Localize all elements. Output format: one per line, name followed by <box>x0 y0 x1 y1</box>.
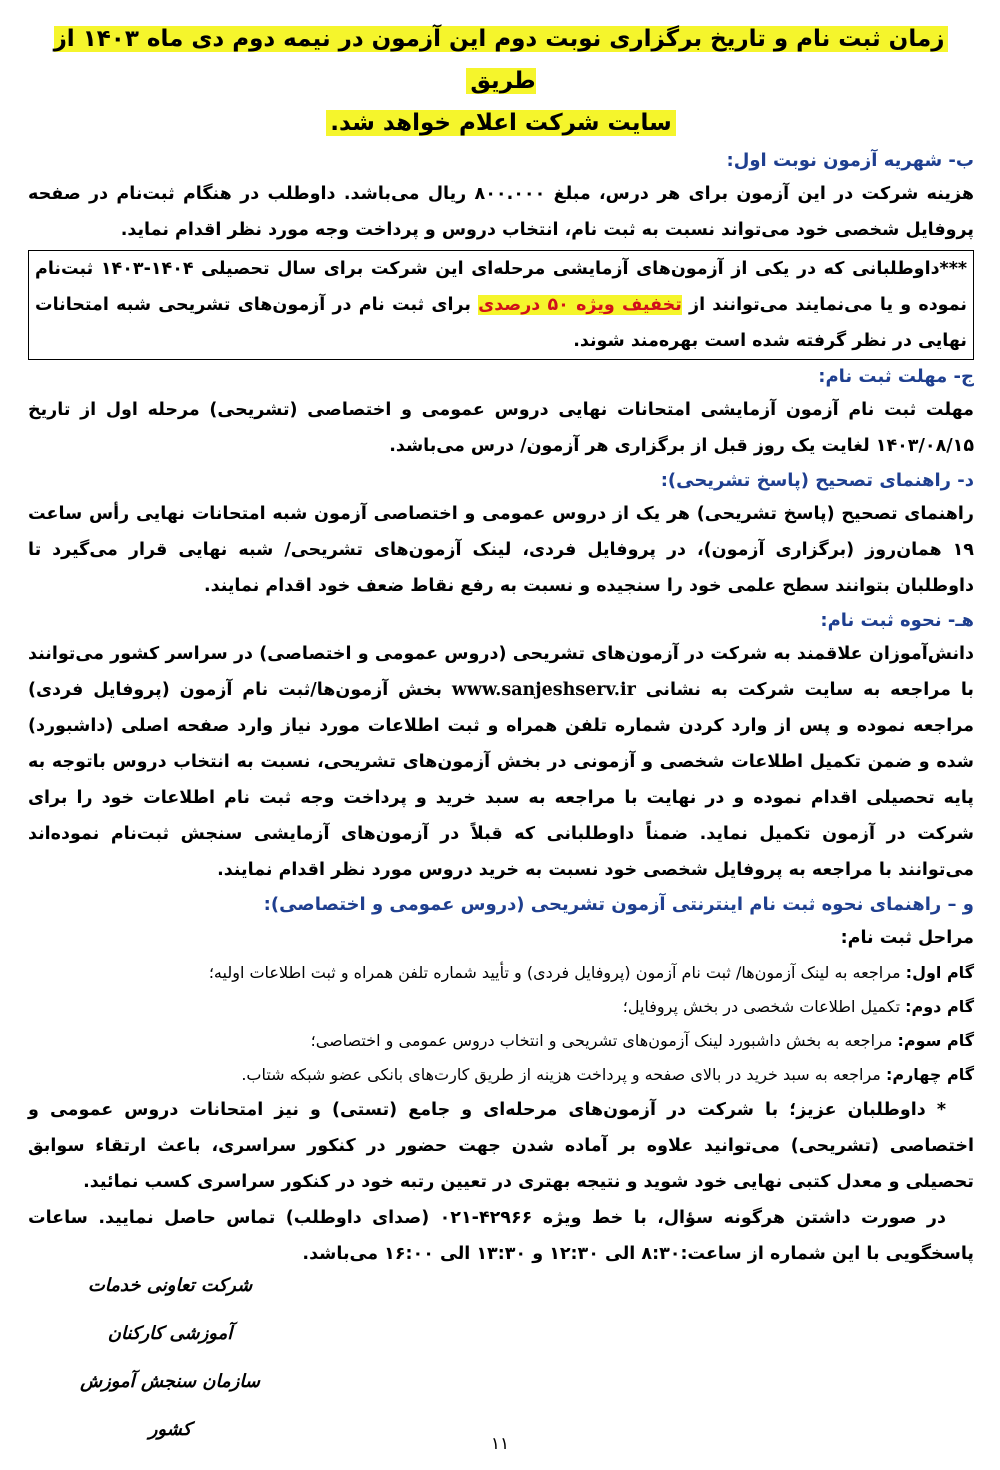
step-4 <box>28 1058 974 1092</box>
step-1 <box>28 956 974 990</box>
note-paragraph: * داوطلبان عزیز؛ با شرکت در آزمون‌های مرحله‌ای و جامع (تستی) و نیز امتحانات دروس عمومی و اختصاصی (تشریحی) می‌توانید علاوه بر آماده شدن جهت حضور در کنکور سراسری، باعث ارتقاء سوابق تحصیلی و معدل کتبی نهایی خود شوید و نتیجه بهتری در تعیین رتبه خود در کنکور سراسری کسب نمائید. <box>28 1100 974 1192</box>
website-link[interactable]: www.sanjeshserv.ir <box>451 680 636 700</box>
deadline-text: مهلت ثبت نام آزمون آزمایشی امتحانات نهایی دروس عمومی و اختصاصی (تشریحی) مرحله اول از تاریخ ۱۴۰۳/۰۸/۱۵ لغایت یک روز قبل از برگزاری هر آزمون/ درس می‌باشد. <box>28 400 974 456</box>
banner-line-1: زمان ثبت نام و تاریخ برگزاری نوبت دوم این آزمون در نیمه دوم دی ماه ۱۴۰۳ از طریق <box>54 26 949 94</box>
step-label: گام سوم: <box>897 1031 974 1050</box>
fee-heading: ب- شهریه آزمون نوبت اول: <box>726 150 974 171</box>
registration-text-after: بخش آزمون‌ها/ثبت نام آزمون (پروفایل فردی) مراجعه نموده و پس از وارد کردن شماره تلفن همراه و ثبت اطلاعات مورد نیاز وارد صفحه اصلی (داشبورد) شده و ضمن تکمیل اطلاعات شخصی و آزمونی در بخش آزمون‌های تشریحی، نسبت به انتخاب دروس باتوجه به پایه تحصیلی اقدام نموده و در نهایت با مراجعه به سبد خرید و پرداخت وجه ثبت نام اطلاعات خود را برای شرکت در آزمون تکمیل نماید. ضمناً داوطلبانی که قبلاً در آزمون‌های آزمایشی سنجش ثبت‌نام نموده‌اند می‌توانند با مراجعه به پروفایل شخصی خود نسبت به خرید دروس مورد نظر اقدام نمایند. <box>28 680 974 880</box>
step-text: مراجعه به لینک آزمون‌ها/ ثبت نام آزمون (پروفایل فردی) و تأیید شماره تلفن همراه و ثبت اطلاعات اولیه؛ <box>208 963 906 982</box>
page-number: ۱۱ <box>490 1434 510 1454</box>
discount-highlight: تخفیف ویژه ۵۰ درصدی <box>478 295 682 315</box>
step-label: گام چهارم: <box>885 1065 974 1084</box>
step-text: مراجعه به سبد خرید در بالای صفحه و پرداخت هزینه از طریق کارت‌های بانکی عضو شبکه شتاب. <box>241 1065 886 1084</box>
announcement-banner <box>28 18 974 144</box>
signature-line-1: شرکت تعاونی خدمات آموزشی کارکنان <box>87 1275 253 1344</box>
deadline-heading: ج- مهلت ثبت نام: <box>818 366 974 387</box>
registration-text-before: دانش‌آموزان علاقمند به شرکت در آزمون‌های تشریحی (دروس عمومی و اختصاصی) در سراسر کشور می‌توانند با مراجعه به سایت شرکت به نشانی <box>28 644 974 700</box>
fee-text: هزینه شرکت در این آزمون برای هر درس، مبلغ ۸۰۰.۰۰۰ ریال می‌باشد. داوطلب در هنگام ثبت‌نام در صفحه پروفایل شخصی خود می‌تواند نسبت به ثبت نام، انتخاب دروس و پرداخت وجه مورد نظر اقدام نماید. <box>28 184 974 240</box>
step-2 <box>28 990 974 1024</box>
step-3 <box>28 1024 974 1058</box>
steps-title: مراحل ثبت نام: <box>840 928 974 948</box>
banner-line-2: سایت شرکت اعلام خواهد شد. <box>326 110 676 136</box>
contact-paragraph: در صورت داشتن هرگونه سؤال، با خط ویژه ۴۲۹۶۶-۰۲۱ (صدای داوطلب) تماس حاصل نمایید. ساعات پاسخگویی با این شماره از ساعت:۸:۳۰ الی ۱۲:۳۰ و ۱۳:۳۰ الی ۱۶:۰۰ می‌باشد. <box>28 1208 974 1264</box>
step-label: گام دوم: <box>905 997 974 1016</box>
discount-text-before: ***داوطلبانی که در یکی از آزمون‌های آزمایشی مرحله‌ای این شرکت برای سال تحصیلی ۱۴۰۴-۱۴۰۳ ثبت‌نام نموده و یا می‌نمایند می‌توانند از <box>35 259 967 315</box>
registration-heading: هـ- نحوه ثبت نام: <box>820 610 974 631</box>
registration-text <box>28 636 974 888</box>
step-label: گام اول: <box>905 963 974 982</box>
discount-text-after: برای ثبت نام در آزمون‌های تشریحی شبه امتحانات نهایی در نظر گرفته شده است بهره‌مند شوند. <box>35 295 967 351</box>
guide-heading: د- راهنمای تصحیح (پاسخ تشریحی): <box>660 470 974 491</box>
online-guide-heading: و – راهنمای نحوه ثبت نام اینترنتی آزمون تشریحی (دروس عمومی و اختصاصی): <box>263 894 974 915</box>
signature-line-2: سازمان سنجش آموزش کشور <box>80 1371 260 1440</box>
document-page <box>28 18 974 1272</box>
discount-box <box>28 250 974 360</box>
discount-text <box>35 251 967 359</box>
step-text: تکمیل اطلاعات شخصی در بخش پروفایل؛ <box>622 997 906 1016</box>
step-text: مراجعه به بخش داشبورد لینک آزمون‌های تشریحی و انتخاب دروس عمومی و اختصاصی؛ <box>310 1031 898 1050</box>
guide-text: راهنمای تصحیح (پاسخ تشریحی) هر یک از دروس عمومی و اختصاصی آزمون شبه امتحانات نهایی رأس ساعت ۱۹ همان‌روز (برگزاری آزمون)، در پروفایل فردی، لینک آزمون‌های تشریحی/ شبه نهایی قرار می‌گیرد تا داوطلبان بتوانند سطح علمی خود را سنجیده و نسبت به رفع نقاط ضعف خود اقدام نمایند. <box>28 504 974 596</box>
signature <box>70 1262 270 1454</box>
